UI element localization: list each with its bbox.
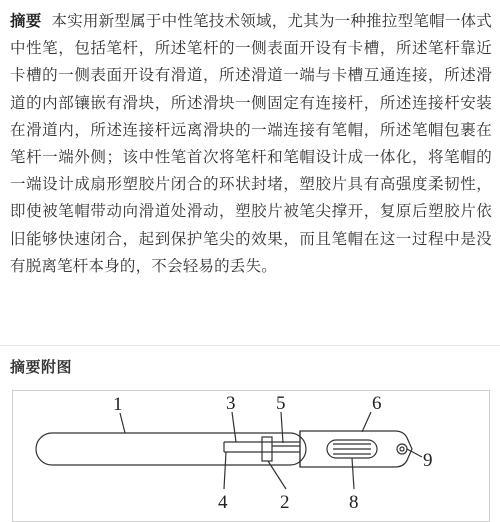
figure-label-8: 8	[349, 492, 359, 512]
figure-title: 摘要附图	[10, 358, 73, 376]
abstract-label: 摘要	[10, 12, 42, 30]
figure-label-6: 6	[372, 393, 382, 414]
figure-label-5: 5	[276, 393, 286, 414]
slider-block	[262, 437, 272, 461]
pen-barrel	[36, 433, 306, 465]
abstract-text: 本实用新型属于中性笔技术领域，尤其为一种推拉型笔帽一体式中性笔，包括笔杆，所述笔杆的一侧表面开设有卡槽，所述笔杆靠近卡槽的一侧表面开设有滑道，所述滑道一端与卡槽互通连接，所述滑道的内部镶嵌有滑块，所述滑块一侧固定有连接杆，所述连接杆安装在滑道内，所述连接杆远离滑块的一端连接有笔帽，所述笔帽包裹在笔杆一端外侧；该中性笔首次将笔杆和笔帽设计成一体化，将笔帽的一端设计成扇形塑胶片闭合的环状封堵，塑胶片具有高强度柔韧性，即使被笔帽带动向滑道处滑动，塑胶片被笔尖撑开，复原后塑胶片依旧能够快速闭合，起到保护笔尖的效果，而且笔帽在这一过程中是没有脱离笔杆本身的，不会轻易的丢失。	[10, 12, 492, 275]
figure-label-9: 9	[423, 450, 433, 471]
figure-label-2: 2	[280, 492, 290, 512]
cap-tip-closure	[397, 444, 407, 454]
figure-label-3: 3	[226, 393, 236, 414]
figure-label-4: 4	[218, 492, 228, 512]
figure-label-1: 1	[113, 394, 123, 415]
